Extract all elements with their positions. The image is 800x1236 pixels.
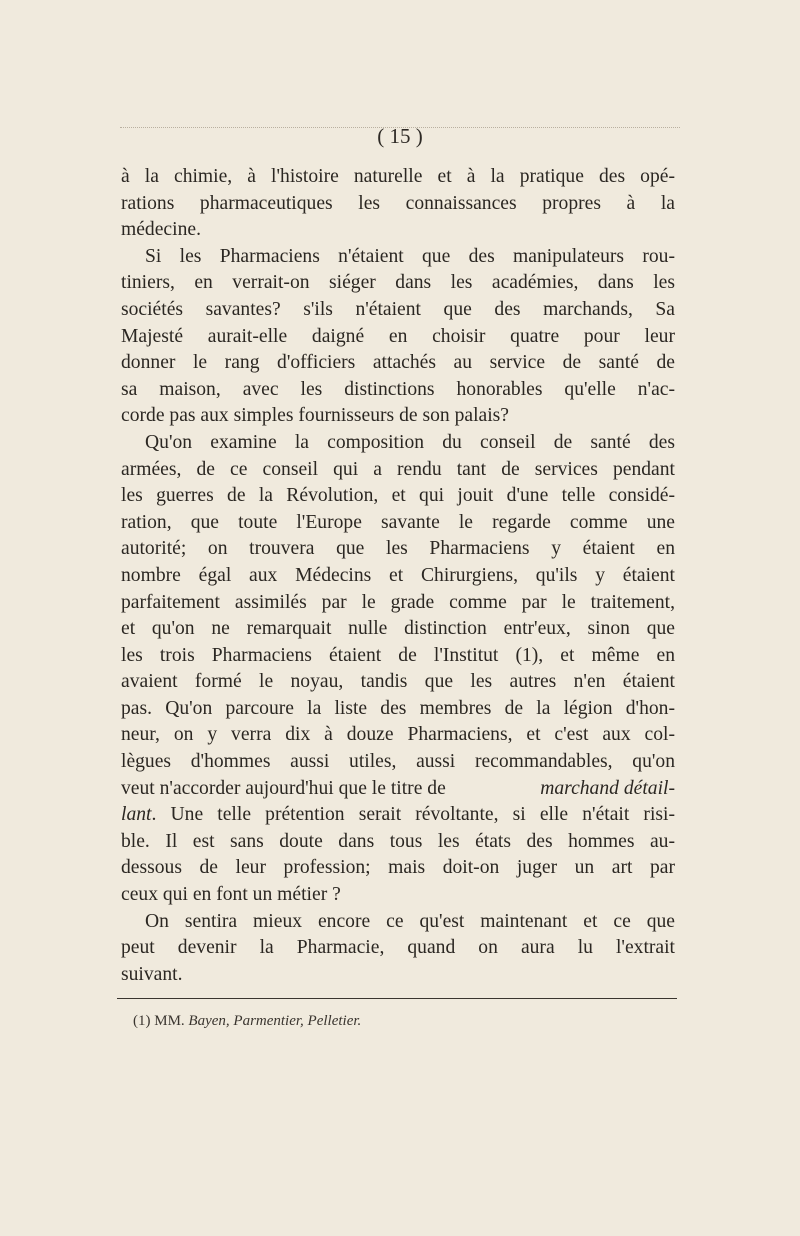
text-line: et qu'on ne remarquait nulle distinction entr'eux, sinon que: [121, 618, 675, 640]
text-line: rations pharmaceutiques les connaissances propres à la: [121, 192, 675, 214]
text-line: Si les Pharmaciens n'étaient que des manipulateurs rou-: [145, 245, 675, 267]
footnote: [133, 1013, 361, 1030]
text-line: lègues d'hommes aussi utiles, aussi recommandables, qu'on: [121, 751, 675, 773]
text-line: dessous de leur profession; mais doit-on juger un art par: [121, 857, 675, 879]
text-line: sa maison, avec les distinctions honorables qu'elle n'ac-: [121, 378, 675, 400]
text-line: Qu'on examine la composition du conseil de santé des: [145, 431, 675, 453]
text-line-mixed: [121, 776, 675, 803]
text-line: ceux qui en font un métier ?: [121, 884, 341, 906]
text-line: peut devenir la Pharmacie, quand on aura lu l'extrait: [121, 937, 675, 959]
text-line: tiniers, en verrait-on siéger dans les académies, dans les: [121, 272, 675, 294]
text-line: corde pas aux simples fournisseurs de son palais?: [121, 405, 509, 427]
text-run: veut n'accorder aujourd'hui que le titre de: [121, 777, 446, 799]
text-line: armées, de ce conseil qui a rendu tant de services pendant: [121, 458, 675, 480]
text-line: les guerres de la Révolution, et qui jouit d'une telle considé-: [121, 485, 675, 507]
footnote-marker: (1) MM.: [133, 1013, 185, 1029]
text-line: nombre égal aux Médecins et Chirurgiens, qu'ils y étaient: [121, 564, 675, 586]
text-line: ration, que toute l'Europe savante le regarde comme une: [121, 511, 675, 533]
text-line: les trois Pharmaciens étaient de l'Institut (1), et même en: [121, 644, 675, 666]
text-line: suivant.: [121, 963, 183, 985]
page-number: ( 15 ): [377, 124, 423, 148]
text-line: neur, on y verra dix à douze Pharmaciens, et c'est aux col-: [121, 724, 675, 746]
text-line: avaient formé le noyau, tandis que les autres n'en étaient: [121, 671, 675, 693]
text-line: pas. Qu'on parcoure la liste des membres de la légion d'hon-: [121, 697, 675, 719]
text-line: Majesté aurait-elle daigné en choisir quatre pour leur: [121, 325, 675, 347]
body-text: [121, 164, 675, 988]
text-line: ble. Il est sans doute dans tous les états des hommes au-: [121, 830, 675, 852]
italic-run: lant: [121, 804, 152, 826]
text-line: donner le rang d'officiers attachés au service de santé de: [121, 352, 675, 374]
text-run: . Une telle prétention serait révoltante, si elle n'était risi-: [151, 804, 675, 826]
text-line: sociétés savantes? s'ils n'étaient que des marchands, Sa: [121, 298, 675, 320]
footnote-rule: [117, 998, 677, 999]
text-line-mixed: [121, 802, 675, 829]
italic-run: marchand détail-: [540, 777, 675, 799]
text-line: à la chimie, à l'histoire naturelle et à la pratique des opé-: [121, 166, 675, 187]
footnote-names: Bayen, Parmentier, Pelletier.: [188, 1013, 362, 1029]
text-line: On sentira mieux encore ce qu'est maintenant et ce que: [145, 910, 675, 932]
text-line: autorité; on trouvera que les Pharmaciens y étaient en: [121, 538, 675, 560]
text-line: médecine.: [121, 219, 201, 241]
text-line: parfaitement assimilés par le grade comme par le traitement,: [121, 591, 675, 613]
